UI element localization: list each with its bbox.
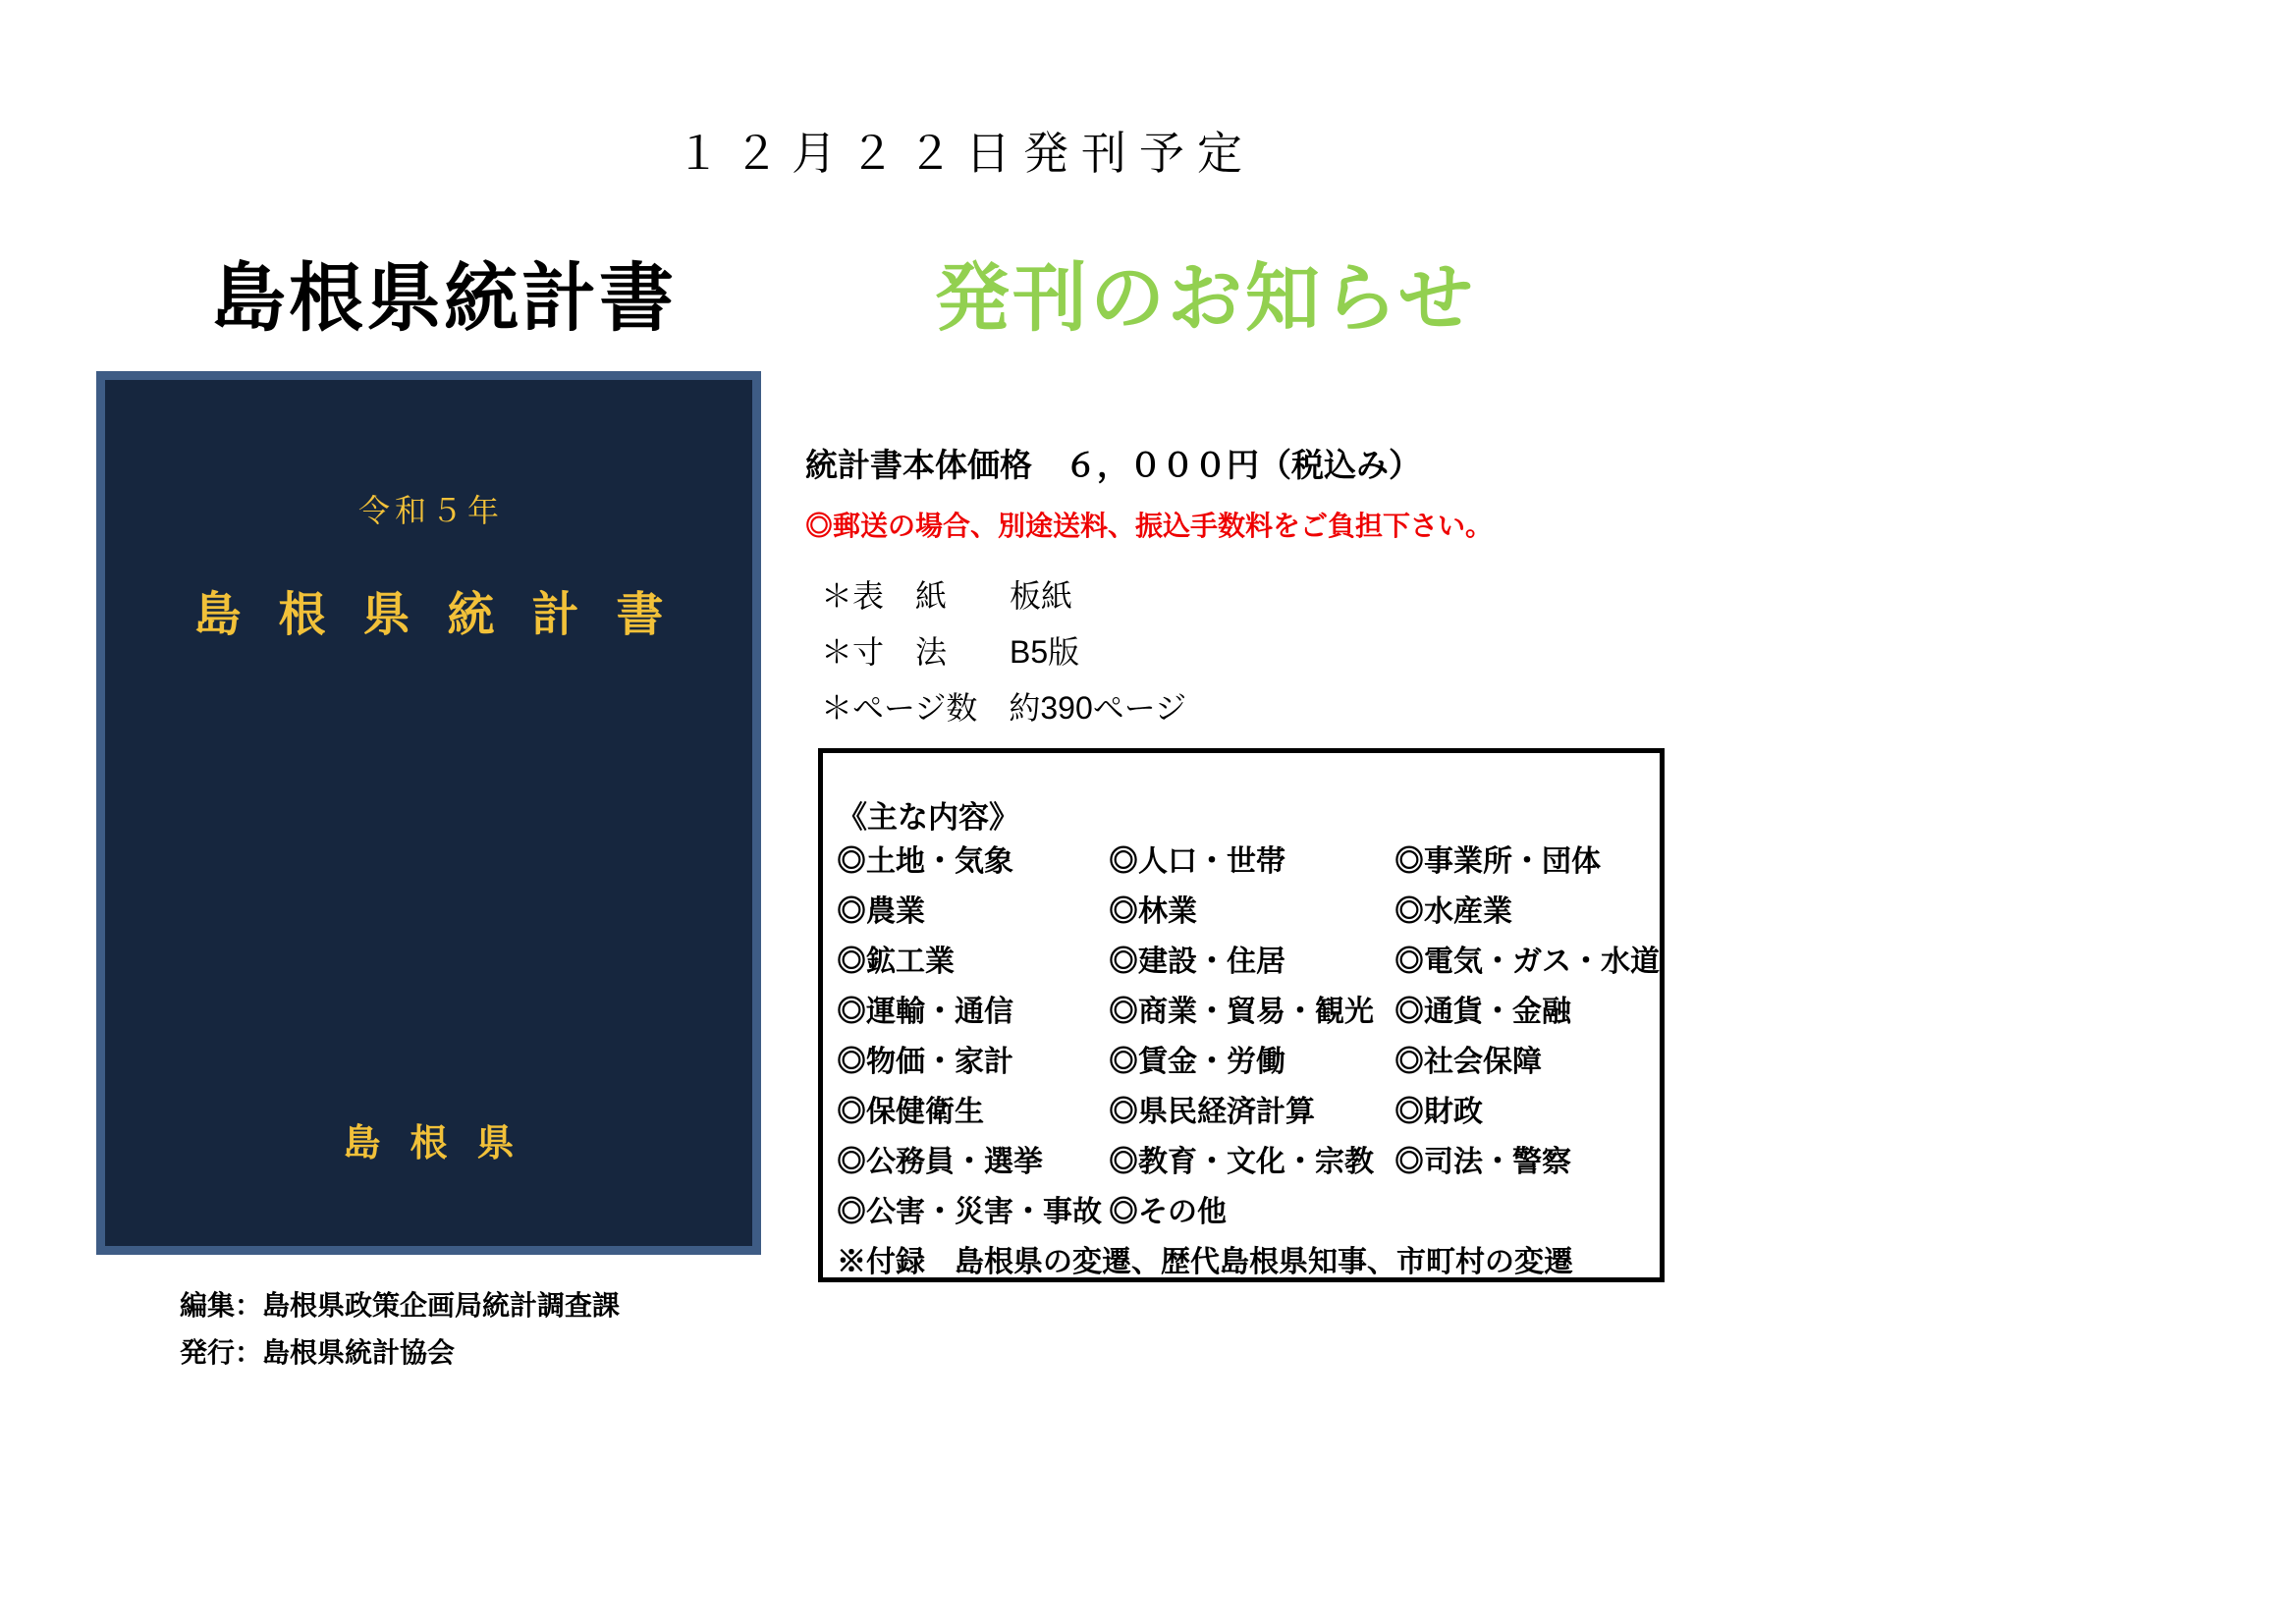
contents-item: ◎その他 (1109, 1196, 1227, 1228)
contents-item: ◎公害・災害・事故 (837, 1196, 1102, 1228)
contents-item: ◎社会保障 (1394, 1046, 1542, 1078)
contents-item: ◎保健衛生 (837, 1096, 984, 1128)
contents-item: ◎物価・家計 (837, 1046, 1013, 1078)
contents-item: ◎事業所・団体 (1394, 845, 1601, 878)
spec-dimensions: ＊寸 法 B5版 (821, 634, 1080, 670)
credit-publisher: 発行：島根県統計協会 (180, 1337, 456, 1368)
contents-item: ◎公務員・選挙 (837, 1146, 1043, 1178)
announce-title: 発刊のお知らせ (935, 257, 1476, 341)
contents-item: ◎水産業 (1394, 895, 1512, 928)
cover-title-label: 島根県統計書 (193, 589, 701, 641)
spec-cover-material: ＊表 紙 板紙 (821, 578, 1073, 614)
cover-year-label: 令和５年 (357, 493, 504, 528)
contents-item: ◎賃金・労働 (1109, 1046, 1285, 1078)
contents-row (823, 1187, 1660, 1226)
contents-item: ◎商業・貿易・観光 (1109, 996, 1374, 1028)
contents-row (823, 1037, 1660, 1076)
cover-publisher-label: 島根県 (343, 1123, 544, 1164)
contents-item: ◎鉱工業 (837, 946, 955, 978)
contents-item: ◎教育・文化・宗教 (1109, 1146, 1374, 1178)
contents-row (823, 987, 1660, 1026)
contents-item: ◎運輸・通信 (837, 996, 1013, 1028)
contents-row (823, 1087, 1660, 1126)
contents-item: ◎通貨・金融 (1394, 996, 1571, 1028)
price-line: 統計書本体価格 ６，０００円（税込み） (805, 447, 1421, 483)
contents-item: ◎農業 (837, 895, 925, 928)
book-cover-image (96, 371, 761, 1255)
contents-row (823, 837, 1660, 876)
contents-item: ◎司法・警察 (1394, 1146, 1571, 1178)
contents-appendix-note: ※付録 島根県の変遷、歴代島根県知事、市町村の変遷 (837, 1246, 1573, 1278)
publication-date-note: １２月２２日発刊予定 (676, 128, 1255, 179)
contents-item: ◎財政 (1394, 1096, 1483, 1128)
contents-item: ◎電気・ガス・水道 (1394, 946, 1660, 978)
credit-editor: 編集：島根県政策企画局統計調査課 (180, 1290, 621, 1321)
contents-item: ◎土地・気象 (837, 845, 1013, 878)
contents-item: ◎県民経済計算 (1109, 1096, 1315, 1128)
contents-item: ◎林業 (1109, 895, 1197, 928)
contents-item: ◎建設・住居 (1109, 946, 1285, 978)
spec-page-count: ＊ページ数 約390ページ (821, 690, 1187, 726)
contents-row (823, 937, 1660, 976)
main-contents-box (818, 748, 1665, 1282)
page-title: 島根県統計書 (211, 257, 677, 341)
contents-item: ◎人口・世帯 (1109, 845, 1285, 878)
contents-row (823, 1137, 1660, 1176)
contents-row (823, 887, 1660, 926)
postage-note: ◎郵送の場合、別途送料、振込手数料をご負担下さい。 (805, 511, 1494, 541)
contents-heading: 《主な内容》 (837, 800, 1019, 835)
